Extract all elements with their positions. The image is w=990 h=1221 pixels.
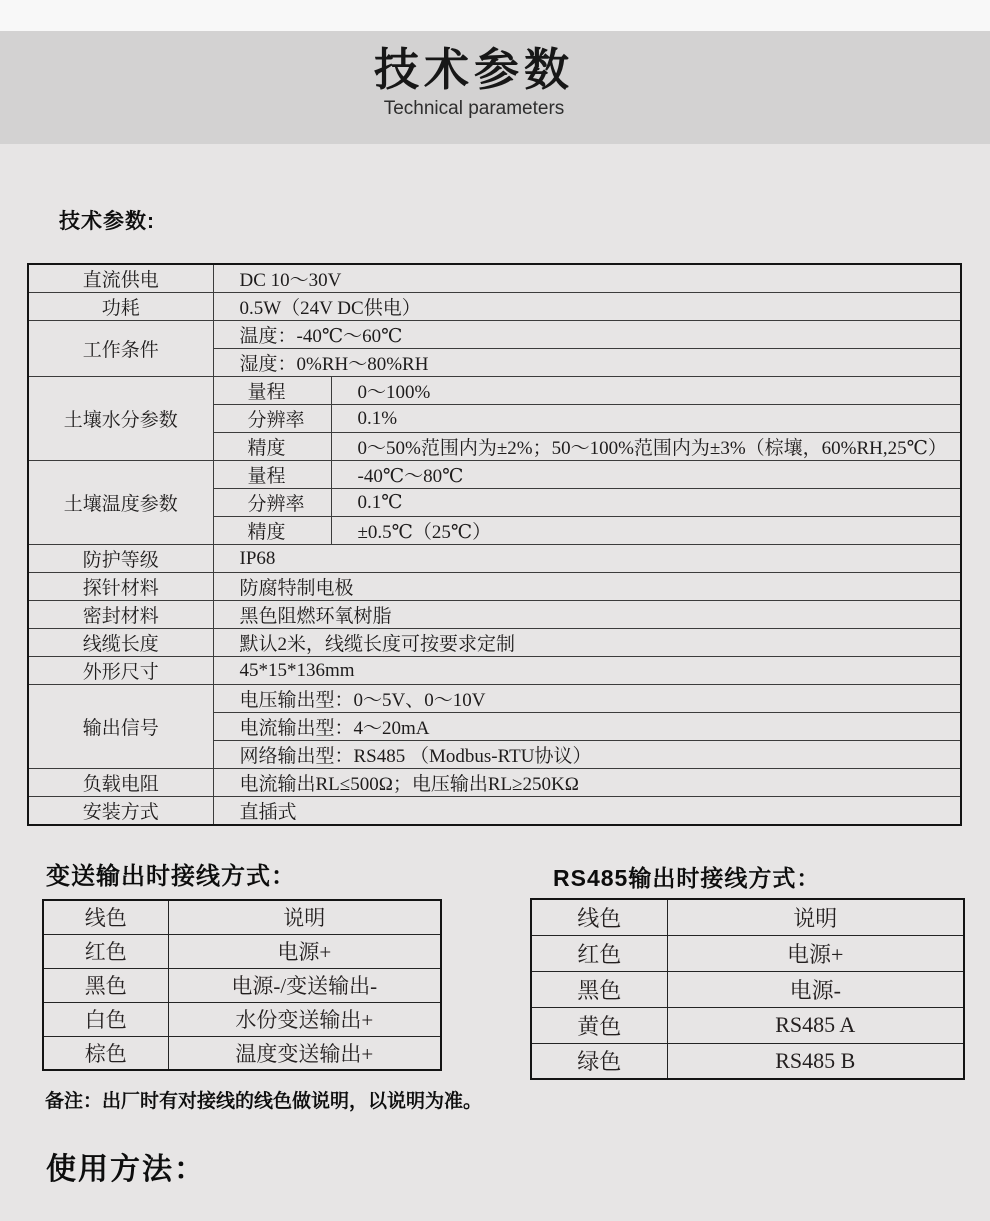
spec-label-power-consumption: 功耗 [28,293,213,321]
spec-sublabel-moisture-accuracy: 精度 [213,433,331,461]
table-row [43,1036,441,1070]
wire-desc: 电源+ [168,934,441,968]
spec-sublabel-temperature-range: 量程 [213,461,331,489]
spec-value-moisture-range: 0～100% [331,377,961,405]
spec-row-output-voltage [28,685,961,713]
table-row [531,971,964,1007]
spec-value-power-consumption: 0.5W（24V DC供电） [213,293,961,321]
spec-label-probe-material: 探针材料 [28,573,213,601]
page-title: 技术参数 [373,44,574,95]
spec-row-cable-length [28,629,961,657]
table-row [43,968,441,1002]
spec-row-power-consumption [28,293,961,321]
spec-value-output-network: 网络输出型：RS485 （Modbus-RTU协议） [213,741,961,769]
wire-desc: RS485 B [667,1043,964,1079]
spec-label-soil-temperature: 土壤温度参数 [28,461,213,545]
rs485-wiring-heading: RS485输出时接线方式： [553,865,821,891]
spec-row-power-supply [28,264,961,293]
rs485-wiring-table [530,898,965,1080]
spec-value-sealing-material: 黑色阻燃环氧树脂 [213,601,961,629]
spec-label-soil-moisture: 土壤水分参数 [28,377,213,461]
spec-value-protection-rating: IP68 [213,545,961,573]
wire-color: 红色 [531,935,667,971]
spec-label-installation: 安装方式 [28,797,213,826]
wire-color: 红色 [43,934,168,968]
spec-row-probe-material [28,573,961,601]
spec-row-dimensions [28,657,961,685]
spec-value-temperature-accuracy: ±0.5℃（25℃） [331,517,961,545]
wire-desc: 温度变送输出+ [168,1036,441,1070]
transmitter-wiring-heading: 变送输出时接线方式： [46,863,296,890]
spec-row-working-conditions [28,321,961,349]
spec-value-temperature-resolution: 0.1℃ [331,489,961,517]
rs485-col-desc: 说明 [667,899,964,935]
spec-sublabel-moisture-resolution: 分辨率 [213,405,331,433]
spec-value-temperature-range: -40℃～80℃ [331,461,961,489]
spec-row-protection-rating [28,545,961,573]
wire-color: 黑色 [43,968,168,1002]
spec-sublabel-temperature-resolution: 分辨率 [213,489,331,517]
spec-value-cable-length: 默认2米，线缆长度可按要求定制 [213,629,961,657]
spec-value-moisture-accuracy: 0～50%范围内为±2%；50～100%范围内为±3%（棕壤，60%RH,25℃） [331,433,961,461]
spec-label-working-conditions: 工作条件 [28,321,213,377]
spec-sublabel-temperature-accuracy: 精度 [213,517,331,545]
wire-color: 黄色 [531,1007,667,1043]
spec-row-load-resistance [28,769,961,797]
spec-label-dimensions: 外形尺寸 [28,657,213,685]
spec-row-sealing-material [28,601,961,629]
spec-value-installation: 直插式 [213,797,961,826]
spec-value-working-temperature: 温度：-40℃～60℃ [213,321,961,349]
spec-value-dimensions: 45*15*136mm [213,657,961,685]
spec-value-output-current: 电流输出型：4～20mA [213,713,961,741]
wire-desc: 电源- [667,971,964,1007]
spec-value-probe-material: 防腐特制电极 [213,573,961,601]
table-row [531,935,964,971]
spec-label-cable-length: 线缆长度 [28,629,213,657]
wire-desc: 水份变送输出+ [168,1002,441,1036]
table-row [43,934,441,968]
table-header-row [43,900,441,934]
spec-value-working-humidity: 湿度：0%RH～80%RH [213,349,961,377]
spec-section-heading: 技术参数: [59,210,155,233]
wire-color: 黑色 [531,971,667,1007]
usage-section-heading: 使用方法： [46,1153,206,1186]
wiring-note: 备注：出厂时有对接线的线色做说明，以说明为准。 [45,1091,483,1112]
transmitter-wiring-table [42,899,442,1071]
wire-color: 绿色 [531,1043,667,1079]
wire-desc: RS485 A [667,1007,964,1043]
table-row [43,1002,441,1036]
header-banner [0,31,990,144]
table-row [531,1043,964,1079]
transmitter-col-color: 线色 [43,900,168,934]
spec-row-soil-moisture-range [28,377,961,405]
spec-value-power-supply: DC 10～30V [213,264,961,293]
spec-value-moisture-resolution: 0.1% [331,405,961,433]
transmitter-col-desc: 说明 [168,900,441,934]
table-header-row [531,899,964,935]
spec-label-protection-rating: 防护等级 [28,545,213,573]
spec-table [27,263,962,826]
spec-row-installation [28,797,961,826]
page-subtitle: Technical parameters [383,98,565,119]
spec-label-sealing-material: 密封材料 [28,601,213,629]
table-row [531,1007,964,1043]
spec-row-soil-temperature-range [28,461,961,489]
spec-value-load-resistance: 电流输出RL≤500Ω；电压输出RL≥250KΩ [213,769,961,797]
rs485-col-color: 线色 [531,899,667,935]
wire-color: 白色 [43,1002,168,1036]
wire-desc: 电源-/变送输出- [168,968,441,1002]
spec-value-output-voltage: 电压输出型：0～5V、0～10V [213,685,961,713]
spec-label-load-resistance: 负载电阻 [28,769,213,797]
spec-label-output-signal: 输出信号 [28,685,213,769]
top-strip [0,0,990,31]
spec-sublabel-moisture-range: 量程 [213,377,331,405]
spec-label-power-supply: 直流供电 [28,264,213,293]
wire-color: 棕色 [43,1036,168,1070]
wire-desc: 电源+ [667,935,964,971]
